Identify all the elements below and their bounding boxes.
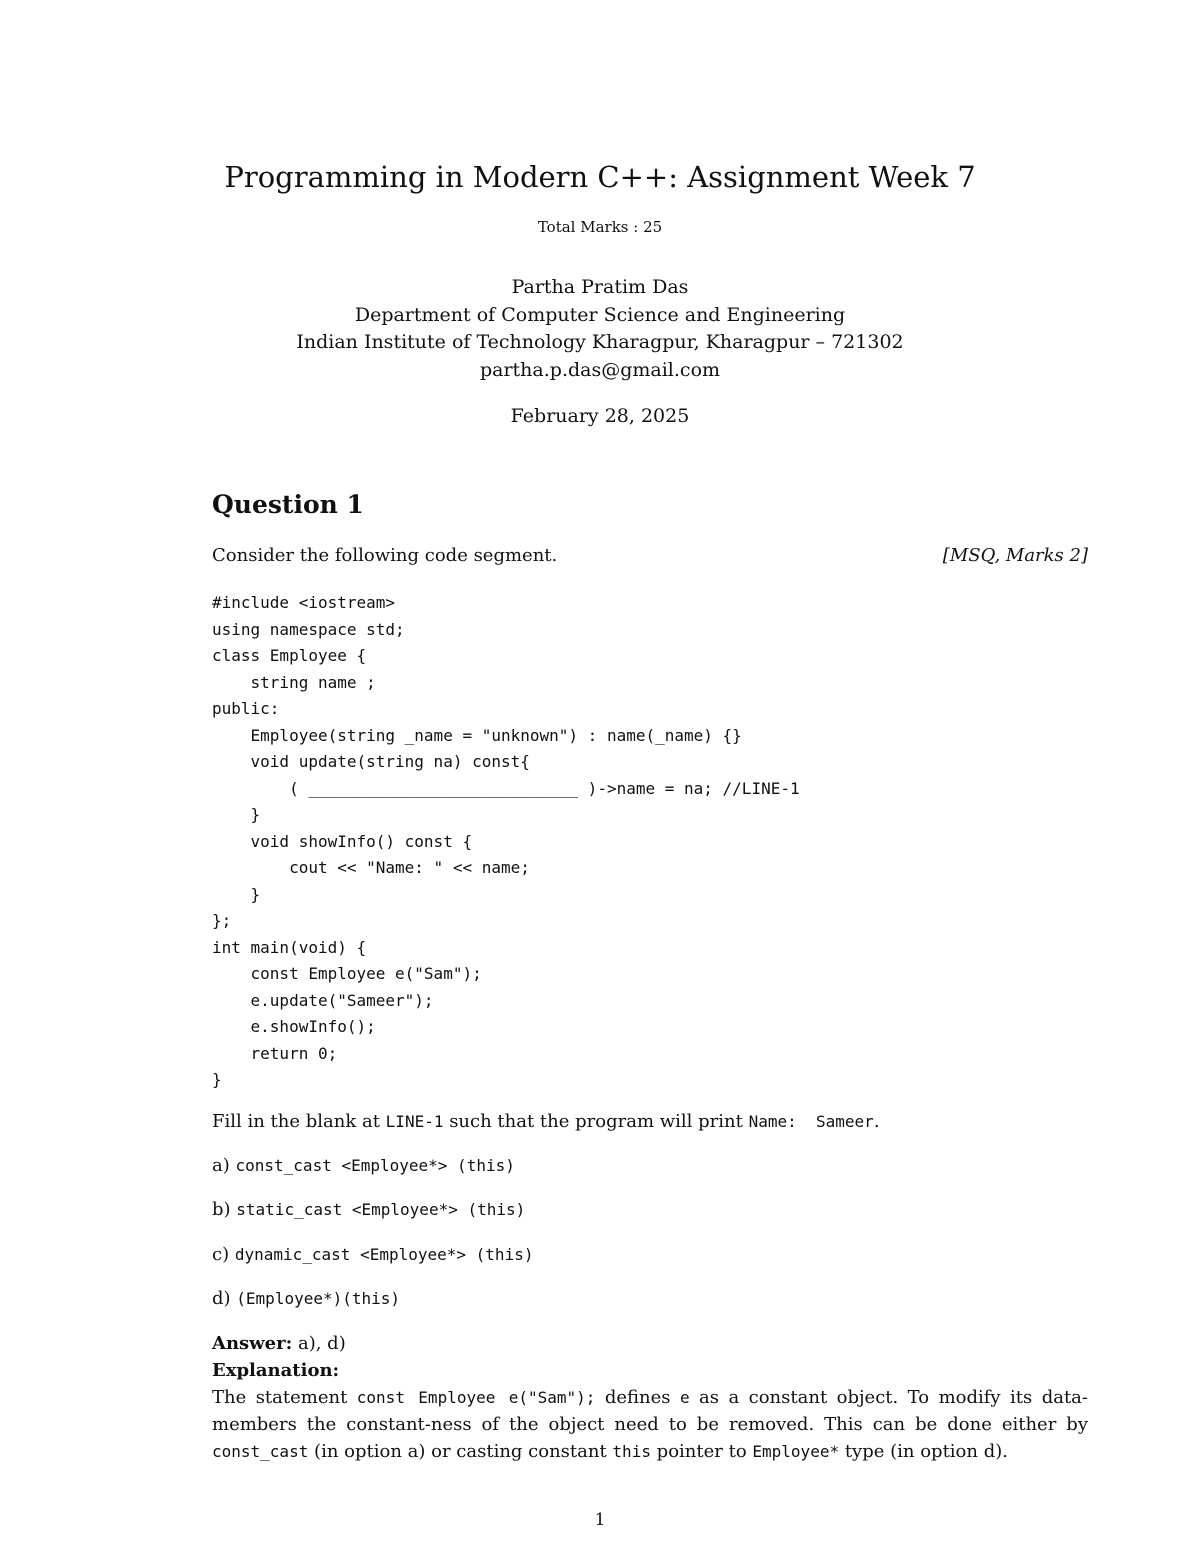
document-date: February 28, 2025 — [510, 405, 690, 427]
question-intro: Consider the following code segment. — [212, 545, 558, 566]
code-line: void showInfo() const { — [212, 831, 473, 851]
option-letter: c) — [212, 1244, 230, 1265]
code-line: }; — [212, 911, 232, 930]
explanation-part: pointer to — [650, 1441, 753, 1462]
total-marks: Total Marks : 25 — [537, 218, 663, 236]
explanation-part: defines — [595, 1387, 680, 1408]
explanation-label: Explanation: — [212, 1360, 340, 1381]
code-line: } — [212, 805, 261, 824]
page-title: Programming in Modern C++: Assignment Week 7 — [224, 160, 976, 194]
department: Department of Computer Science and Engineering — [354, 303, 846, 326]
option-text: static_cast <Employee*> (this) — [236, 1200, 526, 1219]
code-line: string name ; — [212, 672, 376, 692]
prompt-text: . — [873, 1111, 880, 1132]
code-line: #include <iostream> — [212, 593, 396, 612]
explanation-part: type (in option d). — [839, 1441, 1008, 1462]
author-email: partha.p.das@gmail.com — [479, 358, 721, 381]
code-line: Employee(string _name = "unknown") : name(_name) {} — [212, 725, 742, 745]
option-d — [212, 1288, 400, 1309]
prompt-text: such that the program will print — [443, 1111, 749, 1132]
prompt-text: Fill in the blank at — [212, 1111, 386, 1132]
explanation-code: const Employee e("Sam"); — [356, 1388, 596, 1407]
code-line: e.update("Sameer"); — [212, 990, 434, 1010]
prompt-code-line: LINE-1 — [385, 1112, 444, 1131]
question-prompt — [212, 1111, 880, 1132]
code-line: class Employee { — [212, 646, 367, 665]
page-number: 1 — [594, 1510, 606, 1530]
option-a — [212, 1155, 515, 1176]
option-c — [212, 1244, 533, 1265]
author-block — [0, 274, 1200, 384]
code-line: public: — [212, 699, 280, 718]
code-line: int main(void) { — [212, 937, 367, 957]
code-line: const Employee e("Sam"); — [212, 964, 482, 983]
explanation-code: this — [612, 1442, 651, 1461]
answer-block — [212, 1330, 1088, 1465]
option-b — [212, 1199, 525, 1220]
explanation-code: Employee* — [752, 1442, 840, 1461]
explanation-code: const_cast — [212, 1442, 309, 1461]
answer-label: Answer: — [212, 1333, 293, 1354]
question-type-marks: [MSQ, Marks 2] — [942, 545, 1088, 566]
author-name: Partha Pratim Das — [511, 276, 689, 298]
option-text: dynamic_cast <Employee*> (this) — [234, 1245, 534, 1264]
code-line: using namespace std; — [212, 619, 405, 639]
option-letter: a) — [212, 1155, 230, 1176]
answer-value: a), d) — [292, 1333, 346, 1354]
code-block — [212, 590, 800, 1094]
code-line: return 0; — [212, 1043, 338, 1063]
answer-line — [212, 1330, 1088, 1357]
prompt-code-output: Name: Sameer — [748, 1112, 874, 1131]
explanation-part: (in option a) or casting constant — [308, 1441, 613, 1462]
question-heading: Question 1 — [212, 490, 364, 519]
code-line: cout << "Name: " << name; — [212, 858, 530, 877]
option-text: const_cast <Employee*> (this) — [235, 1156, 515, 1175]
code-line: ( ____________________________ )->name = na; //LINE-1 — [212, 778, 800, 798]
option-text: (Employee*)(this) — [236, 1289, 401, 1308]
explanation-code: e — [679, 1388, 690, 1407]
explanation-part: as a constant object. To modify its data-members the constant-ness of the object need to be removed. This can be done either by — [212, 1387, 1088, 1435]
institute: Indian Institute of Technology Kharagpur, Kharagpur – 721302 — [296, 331, 904, 353]
code-line: } — [212, 1070, 222, 1089]
explanation-part: The statement — [212, 1387, 357, 1408]
option-letter: d) — [212, 1288, 231, 1309]
explanation-text — [212, 1384, 1088, 1465]
code-line: } — [212, 884, 261, 904]
code-line: e.showInfo(); — [212, 1017, 376, 1036]
code-line: void update(string na) const{ — [212, 752, 530, 771]
option-letter: b) — [212, 1199, 231, 1220]
